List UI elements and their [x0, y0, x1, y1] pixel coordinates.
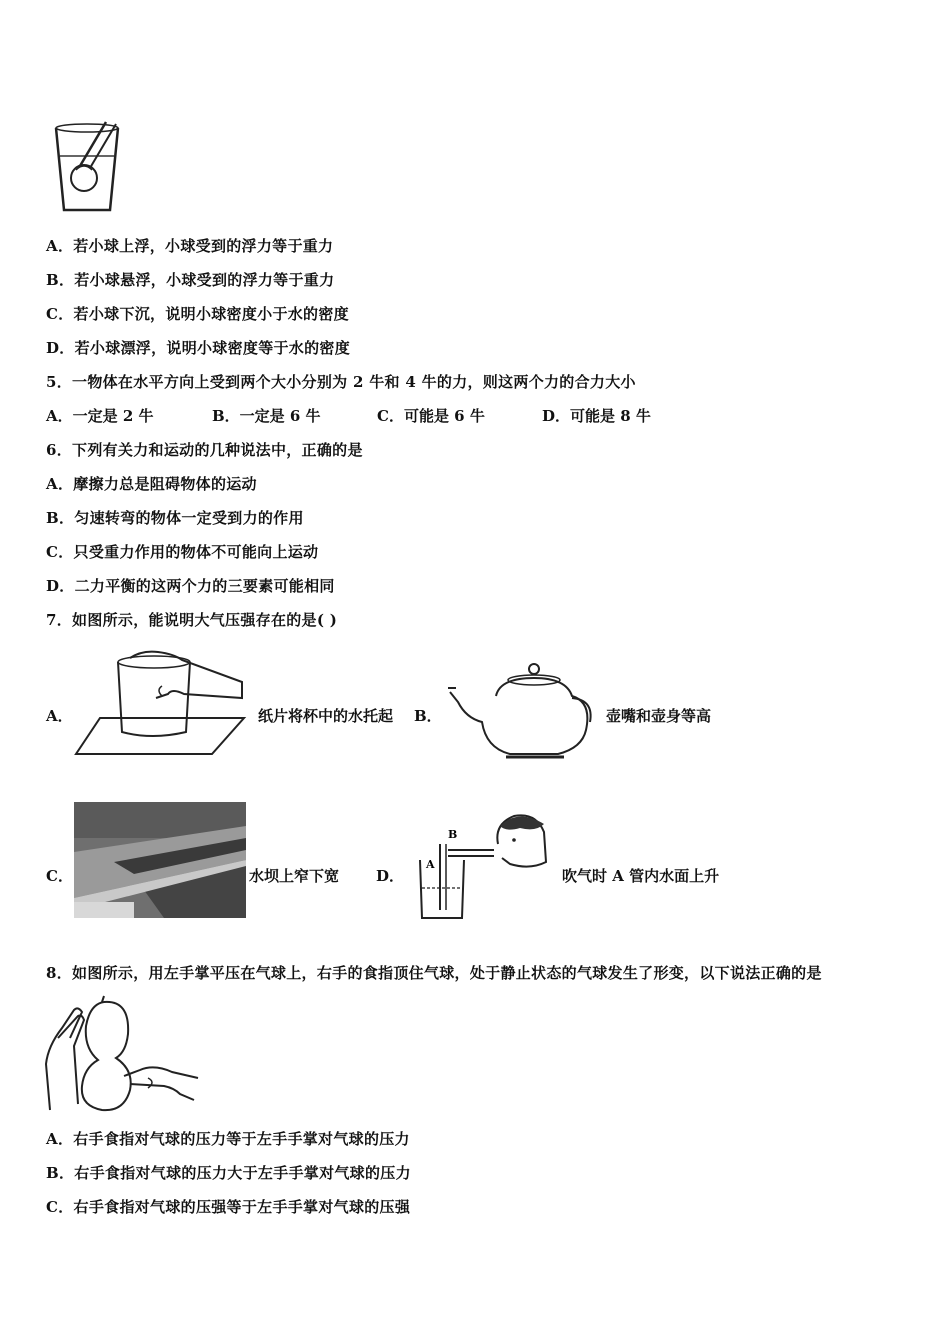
- q7-option-a-letter[interactable]: A．: [46, 707, 73, 725]
- q6-stem: 6．下列有关力和运动的几种说法中，正确的是: [46, 441, 363, 459]
- q7-option-a-caption: 纸片将杯中的水托起: [258, 707, 394, 725]
- q5-option-a[interactable]: A．一定是 2 牛: [46, 407, 154, 425]
- q7-option-b-caption: 壶嘴和壶身等高: [606, 707, 712, 725]
- balloon-hands-figure: [44, 994, 204, 1116]
- dam-photo-figure: [74, 802, 246, 918]
- q4-option-a[interactable]: A．若小球上浮，小球受到的浮力等于重力: [46, 237, 334, 255]
- teapot-figure: [446, 660, 596, 762]
- q5-stem: 5．一物体在水平方向上受到两个大小分别为 2 牛和 4 牛的力，则这两个力的合力大小: [46, 373, 636, 391]
- q5-option-d[interactable]: D．可能是 8 牛: [542, 407, 651, 425]
- q7-option-c-letter[interactable]: C．: [46, 867, 73, 885]
- q5-option-b[interactable]: B．一定是 6 牛: [212, 407, 321, 425]
- q6-option-c[interactable]: C．只受重力作用的物体不可能向上运动: [46, 543, 319, 561]
- q8-option-c[interactable]: C．右手食指对气球的压强等于左手手掌对气球的压强: [46, 1198, 411, 1216]
- cup-ball-figure: [50, 118, 130, 218]
- tube-label-a: A: [426, 858, 435, 871]
- q7-option-d-letter[interactable]: D．: [376, 867, 405, 885]
- q7-option-b-letter[interactable]: B．: [414, 707, 442, 725]
- q4-option-c[interactable]: C．若小球下沉，说明小球密度小于水的密度: [46, 305, 349, 323]
- blowing-tube-figure: [410, 804, 550, 924]
- q8-option-b[interactable]: B．右手食指对气球的压力大于左手手掌对气球的压力: [46, 1164, 411, 1182]
- q7-option-c-caption: 水坝上窄下宽: [249, 867, 340, 885]
- q8-stem: 8．如图所示，用左手掌平压在气球上，右手的食指顶住气球，处于静止状态的气球发生了形变，以下说法正确的是: [46, 964, 822, 982]
- q6-option-a[interactable]: A．摩擦力总是阻碍物体的运动: [46, 475, 257, 493]
- q6-option-d[interactable]: D．二力平衡的这两个力的三要素可能相同: [46, 577, 335, 595]
- q8-option-a[interactable]: A．右手食指对气球的压力等于左手手掌对气球的压力: [46, 1130, 410, 1148]
- q7-stem: 7．如图所示，能说明大气压强存在的是( ): [46, 611, 338, 629]
- q7-option-d-caption: 吹气时 A 管内水面上升: [562, 867, 720, 885]
- q5-option-c[interactable]: C．可能是 6 牛: [377, 407, 485, 425]
- tube-label-b: B: [448, 828, 458, 841]
- q4-option-d[interactable]: D．若小球漂浮，说明小球密度等于水的密度: [46, 339, 351, 357]
- q6-option-b[interactable]: B．匀速转弯的物体一定受到力的作用: [46, 509, 304, 527]
- q4-option-b[interactable]: B．若小球悬浮，小球受到的浮力等于重力: [46, 271, 335, 289]
- cup-paper-figure: [72, 648, 247, 760]
